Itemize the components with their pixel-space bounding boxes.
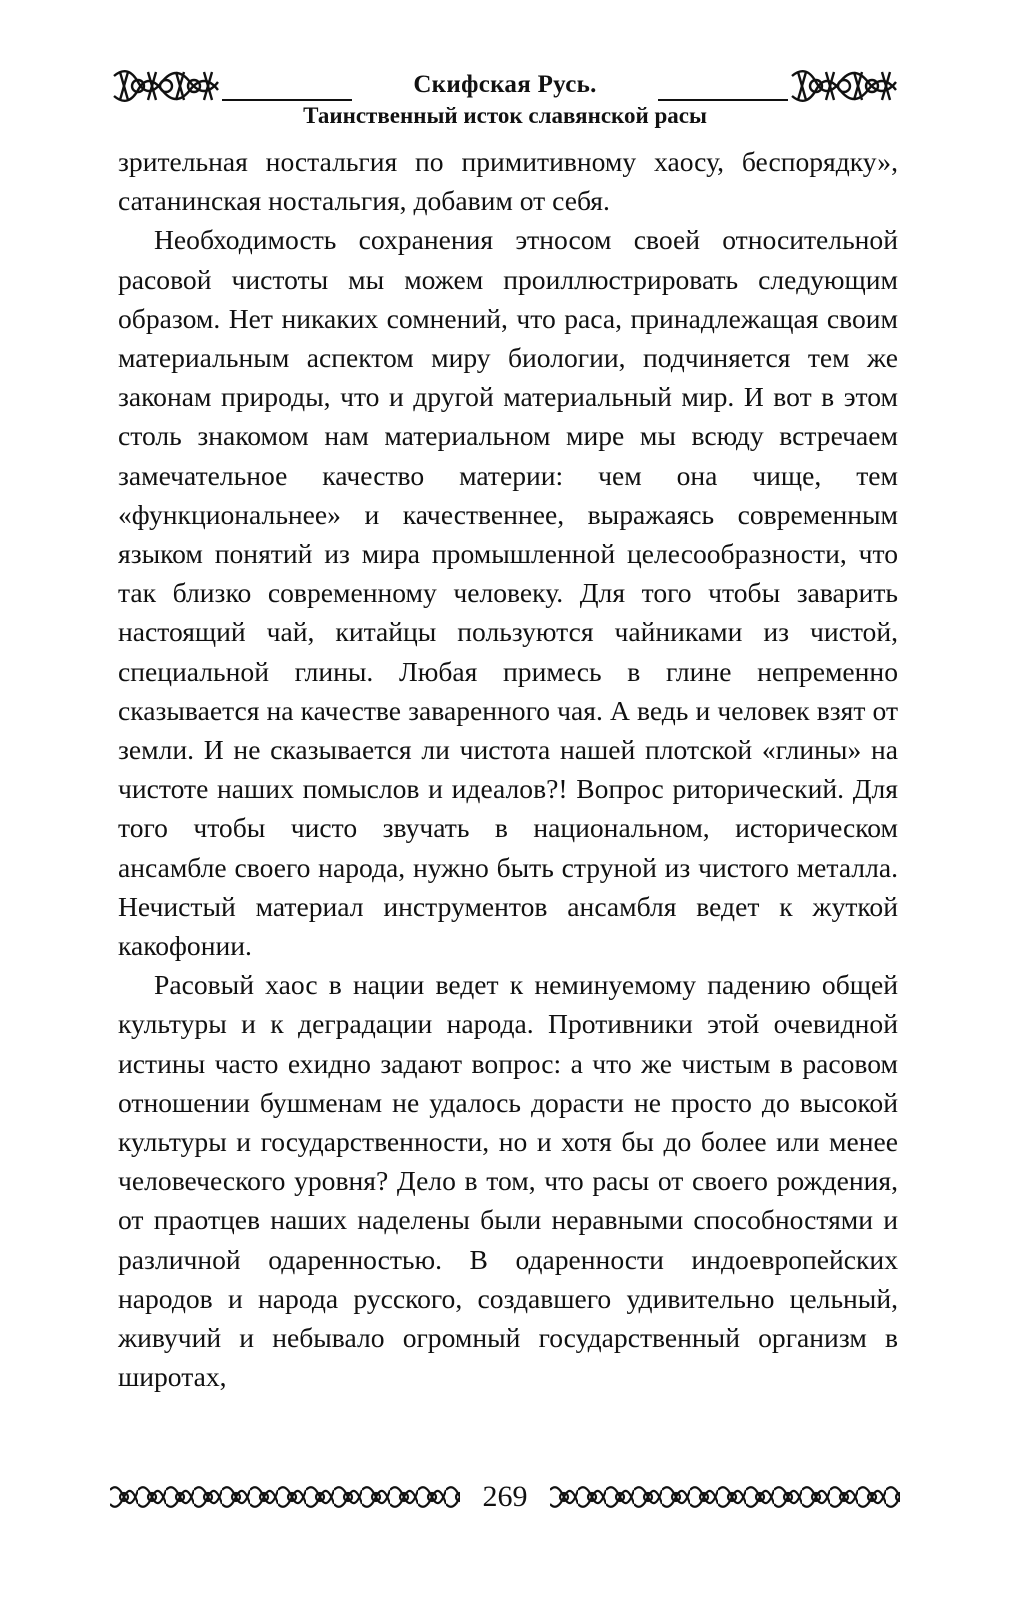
header-title: Скифская Русь. bbox=[413, 71, 597, 98]
paragraph-3: Расовый хаос в нации ведет к неминуемому падению общей культуры и к деградации народа. Противники этой очевидной истины часто ехидно задают вопрос: а что же чистым в расовом отношении бушменам не удалось дорасти не просто до высокой культуры и государственности, но и хотя бы до более или менее человеческого уровня? Дело в том, что расы от своего рождения, от праотцев наших наделены были неравными способностями и различной одаренностью. В одаренности индоевропейских народов и народа русского, создавшего удивительно цельный, живучий и небывало огромный государственный организм в широтах, bbox=[118, 969, 898, 1393]
body-text bbox=[118, 142, 898, 1397]
page-footer bbox=[110, 1478, 900, 1518]
paragraph-1: зрительная ностальгия по примитивному хаосу, беспорядку», сатанинская ностальгия, добавим от себя. bbox=[118, 146, 898, 217]
header-rule-right bbox=[658, 99, 788, 101]
page-number: 269 bbox=[482, 1480, 528, 1513]
knotwork-ornament-icon bbox=[788, 68, 900, 104]
paragraph-2: Необходимость сохранения этносом своей относительной расовой чистоты мы можем проиллюстрировать следующим образом. Нет никаких сомнений, что раса, принадлежащая своим материальным аспектом миру биологии, подчиняется тем же законам природы, что и другой материальный мир. И вот в этом столь знакомом нам материальном мире мы всюду встречаем замечательное качество материи: чем она чище, тем «функциональнее» и качественнее, выражаясь современным языком понятий из мира промышленной целесообразности, что так близко современному человеку. Для того чтобы заварить настоящий чай, китайцы пользуются чайниками из чистой, специальной глины. Любая примесь в глине непременно сказывается на качестве заваренного чая. А ведь и человек взят от земли. И не сказывается ли чистота нашей плотской «глины» на чистоте наших помыслов и идеалов?! Вопрос риторический. Для того чтобы чисто звучать в национальном, историческом ансамбле своего народа, нужно быть струной из чистого металла. Нечистый материал инструментов ансамбля ведет к жуткой какофонии. bbox=[118, 224, 898, 962]
knotwork-ornament-icon bbox=[550, 1484, 900, 1510]
header-subtitle: Таинственный исток славянской расы bbox=[303, 103, 707, 128]
running-header bbox=[110, 68, 900, 134]
